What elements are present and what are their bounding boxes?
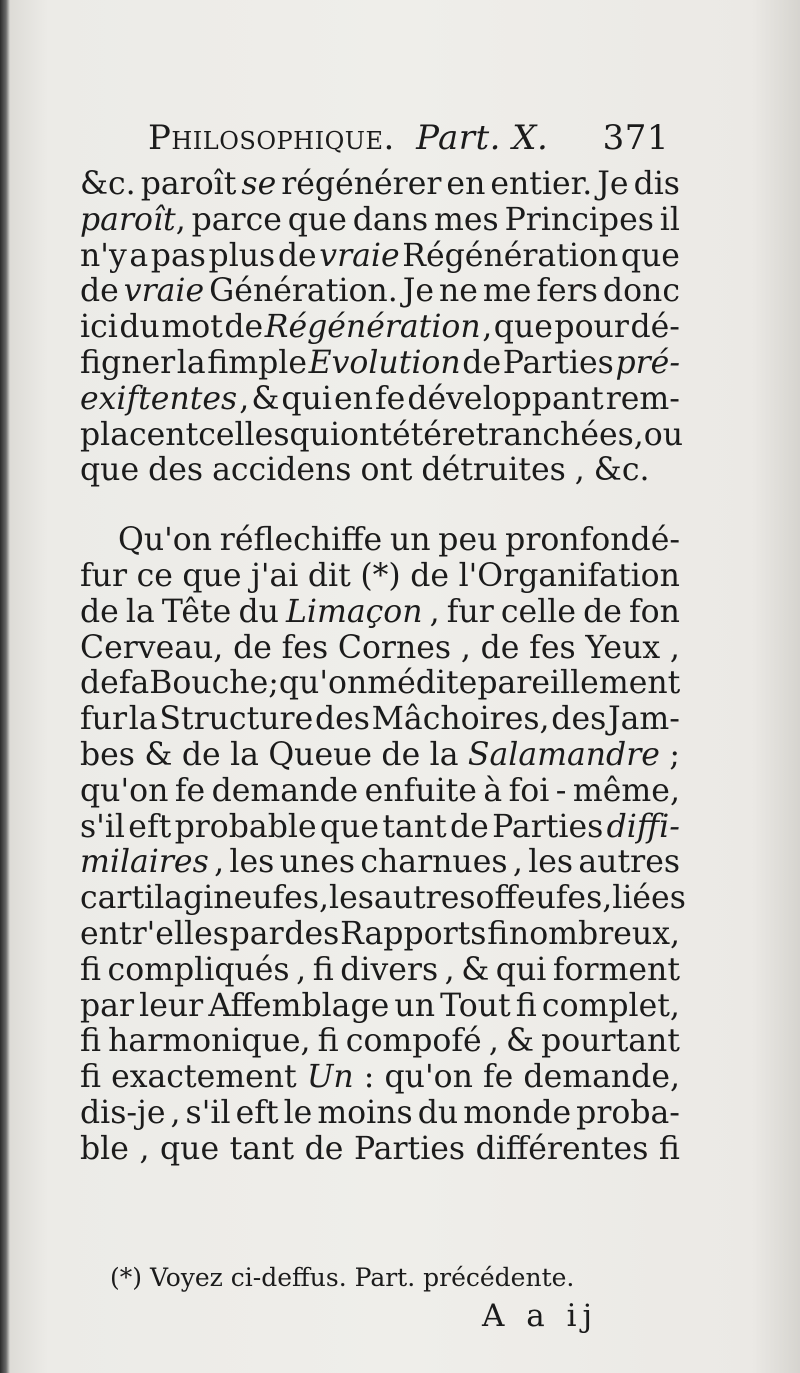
word: Mâchoires, <box>371 701 550 738</box>
word: pas <box>150 237 206 274</box>
word: de <box>80 593 119 630</box>
word: dis-je <box>80 1094 166 1131</box>
word: autres <box>578 844 680 881</box>
word: paroît <box>140 166 237 202</box>
word: Cornes <box>337 629 452 666</box>
word: a <box>129 237 149 274</box>
word: charnues <box>360 844 508 881</box>
word: fon <box>629 593 680 630</box>
word: fa <box>118 665 150 702</box>
word: qui <box>495 951 547 988</box>
word: de <box>277 237 317 274</box>
word: des <box>284 915 340 952</box>
word: , <box>512 844 523 881</box>
word: peu <box>438 522 498 559</box>
word: du <box>417 1094 459 1131</box>
word: de <box>410 557 450 594</box>
word: liées <box>612 880 686 917</box>
text-line <box>80 989 680 1025</box>
word: exiftentes <box>80 380 238 417</box>
word: que <box>287 201 347 238</box>
word: détruites <box>421 452 566 489</box>
word: - <box>555 772 567 809</box>
word: des <box>148 452 204 489</box>
word: milaires <box>80 844 209 881</box>
word: pour <box>554 309 629 346</box>
word: & <box>505 1023 534 1060</box>
text-line <box>80 631 680 667</box>
word: leur <box>139 987 204 1024</box>
word: cartilagineufes <box>80 880 319 917</box>
word: qu'on <box>278 665 368 702</box>
word: paroît, <box>80 201 186 238</box>
word: fes <box>529 629 576 666</box>
word: fi <box>658 1130 680 1167</box>
word: Tête <box>161 593 232 630</box>
word: que <box>620 237 680 274</box>
word: par <box>229 915 284 952</box>
word: de <box>381 736 421 773</box>
word: fe <box>174 772 206 809</box>
word: mes <box>434 201 499 238</box>
word: Génération. <box>209 273 398 310</box>
word: l'Organifation <box>458 557 680 594</box>
word: Bouche <box>149 665 269 702</box>
word: dis <box>633 166 680 202</box>
word: ici <box>80 309 118 346</box>
word: n'y <box>80 237 127 274</box>
word: , <box>170 1094 181 1131</box>
word: les <box>528 844 574 881</box>
word: Structure <box>159 701 314 738</box>
word: fur <box>80 701 128 738</box>
word: demande, <box>523 1059 680 1096</box>
word: qui <box>281 380 332 417</box>
text-line <box>80 274 680 310</box>
word: , <box>296 951 307 988</box>
word: Un <box>306 1059 354 1096</box>
text-line <box>80 346 680 382</box>
word: de <box>583 593 622 630</box>
text-line <box>80 559 680 595</box>
word: , <box>214 844 225 881</box>
word: de <box>80 273 119 310</box>
text-line <box>80 1060 680 1096</box>
word: figner <box>80 344 176 381</box>
paragraph <box>80 522 686 1167</box>
word: fur <box>80 557 128 594</box>
word: fi <box>80 1059 102 1096</box>
word: à <box>483 772 503 809</box>
word: Qu'on <box>118 522 213 559</box>
text-line <box>80 1024 680 1060</box>
word: autres <box>373 880 476 917</box>
word: eft <box>235 1094 279 1131</box>
word: (*) <box>360 557 401 594</box>
text-line <box>80 845 680 881</box>
word: j'ai <box>251 557 299 594</box>
word: en <box>446 166 486 202</box>
text-line <box>80 453 680 489</box>
word: &c. <box>593 452 650 489</box>
word: il <box>659 201 680 238</box>
word: divers <box>340 951 439 988</box>
word: Principes <box>504 201 654 238</box>
word: médite <box>367 665 478 702</box>
word: fers <box>536 273 598 310</box>
word: Queue <box>268 736 373 773</box>
word: offeufes <box>475 880 603 917</box>
word: se <box>241 166 277 202</box>
word: les <box>229 844 275 881</box>
word: celles <box>198 416 290 453</box>
word: Tout <box>440 987 511 1024</box>
text-line <box>80 1132 680 1168</box>
text-line <box>80 702 680 738</box>
word: nombreux, <box>508 915 680 952</box>
word: fimple <box>207 344 307 381</box>
word: s'il <box>185 1094 231 1131</box>
word: un <box>394 987 435 1024</box>
word: eft <box>128 808 172 845</box>
word: le <box>283 1094 313 1131</box>
word: Je <box>402 273 434 310</box>
text-line <box>80 167 680 203</box>
word: forment <box>552 951 680 988</box>
word: demande <box>211 772 359 809</box>
word: la <box>429 736 459 773</box>
word: fi <box>80 1023 102 1060</box>
word: même, <box>572 772 680 809</box>
word: dé- <box>630 309 680 346</box>
word: du <box>238 593 279 630</box>
word: Limaçon <box>286 593 423 630</box>
text-line <box>80 666 680 702</box>
word: harmonique, <box>108 1023 311 1060</box>
word: , <box>602 880 613 917</box>
word: ont <box>360 452 413 489</box>
word: de <box>224 309 264 346</box>
running-head-title: Philosophique. <box>148 118 395 158</box>
word: ; <box>268 665 279 702</box>
word: tant <box>382 808 447 845</box>
word: bes <box>80 736 135 773</box>
word: , <box>429 593 440 630</box>
word: pareillement <box>477 665 681 702</box>
text-line <box>80 774 680 810</box>
word: , <box>319 880 330 917</box>
word: ou <box>643 416 684 453</box>
word: Je <box>597 166 629 202</box>
word: la <box>176 344 206 381</box>
word: compliqués <box>107 951 290 988</box>
word: probable <box>174 808 317 845</box>
word: Jam- <box>608 701 680 738</box>
word: de <box>304 1130 344 1167</box>
word: différentes <box>475 1130 649 1167</box>
word: placent <box>80 416 199 453</box>
body-text <box>80 166 686 1168</box>
word: réflechiffe <box>219 522 383 559</box>
text-line <box>80 416 684 454</box>
word: que <box>80 452 140 489</box>
word: fi <box>317 1023 339 1060</box>
word: ont <box>340 416 392 453</box>
text-line <box>80 595 680 631</box>
word: Yeux <box>585 629 661 666</box>
word: fe <box>374 380 406 417</box>
word: Cerveau, <box>80 629 224 666</box>
word: Parties <box>502 344 614 381</box>
text-line <box>80 1096 680 1132</box>
word: Rapports <box>340 915 487 952</box>
word: , <box>139 1130 150 1167</box>
text-line <box>80 880 686 917</box>
word: vraie <box>123 273 205 310</box>
word: Régénération <box>264 309 481 346</box>
word: fur <box>446 593 494 630</box>
word: fi <box>80 951 102 988</box>
word: vraie <box>319 237 400 274</box>
word: tant <box>229 1130 295 1167</box>
word: fes <box>281 629 329 666</box>
word: me <box>482 273 532 310</box>
word: les <box>329 880 374 917</box>
word: retranchées, <box>441 416 644 453</box>
word: la <box>230 736 259 773</box>
text-line <box>80 953 680 989</box>
word: que <box>160 1130 220 1167</box>
word: par <box>80 987 135 1024</box>
word: unes <box>279 844 356 881</box>
word: , <box>460 629 471 666</box>
word: , <box>488 1023 499 1060</box>
word: & <box>144 736 173 773</box>
word: Salamandre <box>467 736 660 773</box>
word: que <box>493 309 553 346</box>
running-head <box>148 118 668 158</box>
word: moins <box>317 1094 413 1131</box>
word: de <box>450 808 489 845</box>
text-line <box>80 810 680 846</box>
word: Régénération <box>402 237 619 274</box>
word: de <box>80 665 119 702</box>
word: , <box>574 452 585 489</box>
text-line <box>80 310 680 346</box>
word: mot <box>161 309 223 346</box>
word: que <box>319 808 379 845</box>
text-line <box>80 203 680 239</box>
word: dans <box>352 201 429 238</box>
word: rem- <box>605 380 680 417</box>
word: accidens <box>212 452 352 489</box>
word: celle <box>500 593 576 630</box>
page-number: 371 <box>602 118 669 158</box>
word: monde <box>463 1094 572 1131</box>
word: : <box>363 1059 375 1096</box>
word: pourtant <box>541 1023 680 1060</box>
word: , <box>482 309 493 346</box>
word: fi <box>487 915 509 952</box>
word: foi <box>508 772 550 809</box>
word: que <box>182 557 242 594</box>
word: qu'on <box>80 772 169 809</box>
word: entr'elles <box>80 915 229 952</box>
footnote: (*) Voyez ci-deffus. Part. précédente. <box>110 1263 575 1292</box>
word: de <box>233 629 272 666</box>
running-head-part: Part. X. <box>416 118 549 158</box>
word: compofé <box>345 1023 482 1060</box>
text-line <box>80 738 680 774</box>
word: s'il <box>80 808 125 845</box>
text-line <box>80 382 680 418</box>
word: ce <box>136 557 173 594</box>
word: été <box>391 416 442 453</box>
word: de <box>181 736 221 773</box>
word: , <box>669 629 680 666</box>
word: & <box>251 380 280 417</box>
word: plus <box>208 237 276 274</box>
word: du <box>119 309 160 346</box>
page-gutter-shadow <box>0 0 10 1373</box>
word: diffi- <box>606 808 680 845</box>
word: régénérer <box>281 166 442 202</box>
word: ; <box>669 736 680 773</box>
word: qu'on <box>384 1059 473 1096</box>
word: & <box>461 951 490 988</box>
word: dit <box>307 557 351 594</box>
word: développant <box>407 380 604 417</box>
word: fi <box>312 951 334 988</box>
word: &c. <box>80 166 136 202</box>
word: exactement <box>111 1059 297 1096</box>
word: de <box>462 344 502 381</box>
word: un <box>389 522 431 559</box>
signature-mark: A a ij <box>482 1298 599 1334</box>
word: Evolution <box>308 344 461 381</box>
text-line <box>80 239 680 275</box>
word: la <box>128 701 158 738</box>
word: pré- <box>615 344 680 381</box>
word: proba- <box>576 1094 680 1131</box>
word: pronfondé- <box>505 522 680 559</box>
word: entier. <box>490 166 593 202</box>
text-line <box>80 523 680 559</box>
word: Parties <box>492 808 604 845</box>
word: parce <box>191 201 282 238</box>
word: des <box>314 701 370 738</box>
word: enfuite <box>364 772 477 809</box>
word: Affemblage <box>208 987 390 1024</box>
word: , <box>239 380 250 417</box>
word: fe <box>483 1059 514 1096</box>
paragraph <box>80 166 684 489</box>
word: de <box>480 629 520 666</box>
word: ble <box>80 1130 129 1167</box>
word: Parties <box>353 1130 466 1167</box>
word: , <box>444 951 455 988</box>
word: fi <box>515 987 537 1024</box>
word: la <box>125 593 155 630</box>
text-line <box>80 917 680 953</box>
word: en <box>333 380 373 417</box>
word: des <box>551 701 607 738</box>
word: complet, <box>541 987 680 1024</box>
word: qui <box>289 416 341 453</box>
word: ne <box>438 273 478 310</box>
word: donc <box>602 273 680 310</box>
